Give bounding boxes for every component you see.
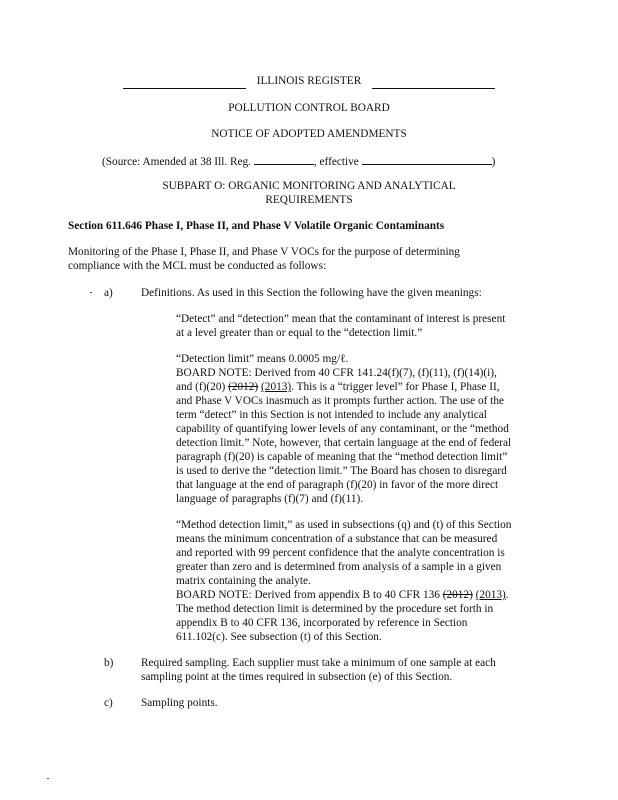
detection-note-line: is used to derive the “detection limit.” The Board has chosen to disregard xyxy=(176,465,507,477)
source-register-blank xyxy=(254,153,314,165)
source-effective-blank xyxy=(362,153,492,165)
mdl-note-post: . xyxy=(505,589,509,601)
detection-note-line: term “detect” in this Section is not intended to include any analytical xyxy=(176,409,487,421)
subpart-line-1: SUBPART O: ORGANIC MONITORING AND ANALYTICAL xyxy=(162,180,456,192)
board-title: POLLUTION CONTROL BOARD xyxy=(228,102,390,114)
notice-title: NOTICE OF ADOPTED AMENDMENTS xyxy=(211,128,407,140)
register-rule-left xyxy=(123,88,246,89)
scan-speck xyxy=(47,778,49,779)
mdl-line: “Method detection limit,” as used in subsections (q) and (t) of this Section xyxy=(176,519,512,531)
item-b-line-2: sampling point at the times required in subsection (e) of this Section. xyxy=(141,671,453,683)
mdl-note-line: The method detection limit is determined by the procedure set forth in xyxy=(176,603,494,615)
register-rule-right xyxy=(372,88,495,89)
source-suffix: ) xyxy=(491,156,496,168)
detection-note-post: . This is a “trigger level” for Phase I, Phase II, xyxy=(291,381,500,393)
item-b-label: b) xyxy=(104,657,114,669)
item-a-text: Definitions. As used in this Section the following have the given meanings: xyxy=(141,287,482,299)
section-title: Section 611.646 Phase I, Phase II, and Phase V Volatile Organic Contaminants xyxy=(68,220,445,232)
item-a-label: a) xyxy=(104,287,113,299)
detect-line-1: “Detect” and “detection” mean that the contaminant of interest is present xyxy=(176,313,506,325)
detection-limit-line: “Detection limit” means 0.0005 mg/ℓ. xyxy=(176,353,349,365)
inserted-year: (2013) xyxy=(261,381,292,393)
mdl-note-line: appendix B to 40 CFR 136, incorporated by reference in Section xyxy=(176,617,468,629)
deleted-year: (2012) xyxy=(442,589,473,601)
deleted-year: (2012) xyxy=(228,381,259,393)
register-title: ILLINOIS REGISTER xyxy=(256,75,362,87)
detect-line-2: at a level greater than or equal to the “detection limit.” xyxy=(176,327,423,339)
mdl-line: means the minimum concentration of a substance that can be measured xyxy=(176,533,498,545)
mdl-note-pre: BOARD NOTE: Derived from appendix B to 40 CFR 136 xyxy=(176,589,443,601)
inserted-year: (2013) xyxy=(475,589,506,601)
mdl-line: greater than zero and is determined from analysis of a sample in a given xyxy=(176,561,502,573)
detection-note-line-1: BOARD NOTE: Derived from 40 CFR 141.24(f)(7), (f)(11), (f)(14)(i), xyxy=(176,367,497,379)
detection-note-line: paragraph (f)(20) is capable of meaning that the “method detection limit” xyxy=(176,451,508,463)
item-b-line-1: Required sampling. Each supplier must take a minimum of one sample at each xyxy=(141,657,496,669)
scan-speck xyxy=(90,292,92,293)
mdl-note-line: 611.102(c). See subsection (t) of this Section. xyxy=(176,631,382,643)
item-c-label: c) xyxy=(104,697,113,709)
detection-note-line: and Phase V VOCs inasmuch as it prompts further action. The use of the xyxy=(176,395,504,407)
mdl-line: and reported with 99 percent confidence that the analyte concentration is xyxy=(176,547,505,559)
detection-note-line: detection limit.” Note, however, that certain language at the end of federal xyxy=(176,437,512,449)
intro-line-1: Monitoring of the Phase I, Phase II, and Phase V VOCs for the purpose of determining xyxy=(68,246,460,258)
intro-line-2: compliance with the MCL must be conducted as follows: xyxy=(68,260,327,272)
detection-note-line: capability of quantifying lower levels of any contaminant, or the “method xyxy=(176,423,509,435)
mdl-line: matrix containing the analyte. xyxy=(176,575,311,587)
item-c-text: Sampling points. xyxy=(141,697,218,709)
detection-note-line: that language at the end of paragraph (f)(20) in favor of the more direct xyxy=(176,479,499,491)
source-effective: , effective xyxy=(313,156,359,168)
detection-note-pre: and (f)(20) xyxy=(176,381,229,393)
detection-note-line-2 xyxy=(176,380,500,394)
source-line xyxy=(102,153,495,169)
detection-note-line: language of paragraphs (f)(7) and (f)(11). xyxy=(176,493,364,505)
mdl-note-line-1 xyxy=(176,588,509,602)
subpart-line-2: REQUIREMENTS xyxy=(265,194,353,206)
source-prefix: (Source: Amended at 38 Ill. Reg. xyxy=(102,156,252,168)
